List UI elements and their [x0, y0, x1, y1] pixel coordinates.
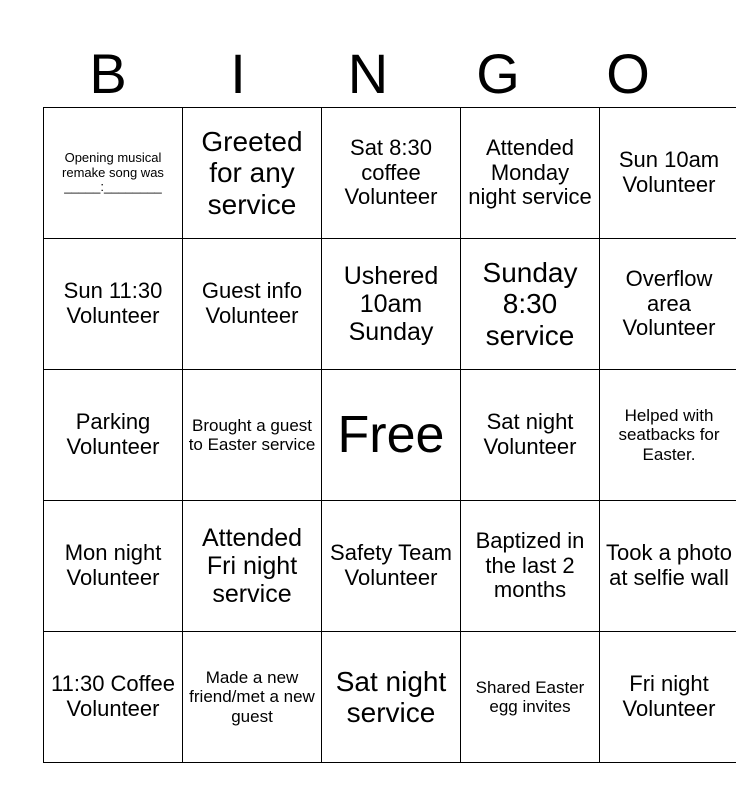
- bingo-cell[interactable]: Sat 8:30 coffee Volunteer: [322, 108, 461, 239]
- bingo-cell[interactable]: Overflow area Volunteer: [600, 239, 736, 370]
- grid-row: [44, 370, 736, 501]
- bingo-cell[interactable]: Made a new friend/met a new guest: [183, 632, 322, 763]
- bingo-cell[interactable]: Sat night service: [322, 632, 461, 763]
- grid-row: [44, 501, 736, 632]
- bingo-cell[interactable]: Shared Easter egg invites: [461, 632, 600, 763]
- bingo-cell[interactable]: Ushered 10am Sunday: [322, 239, 461, 370]
- bingo-cell[interactable]: Baptized in the last 2 months: [461, 501, 600, 632]
- header-letter-i: I: [230, 42, 246, 105]
- grid-row: [44, 108, 736, 239]
- bingo-cell[interactable]: Brought a guest to Easter service: [183, 370, 322, 501]
- bingo-cell[interactable]: Sun 11:30 Volunteer: [44, 239, 183, 370]
- bingo-cell[interactable]: Greeted for any service: [183, 108, 322, 239]
- header-letter-n: N: [347, 42, 389, 105]
- bingo-cell[interactable]: Sun 10am Volunteer: [600, 108, 736, 239]
- header-letter-g: G: [476, 42, 520, 105]
- bingo-cell[interactable]: Helped with seatbacks for Easter.: [600, 370, 736, 501]
- bingo-cell[interactable]: Safety Team Volunteer: [322, 501, 461, 632]
- bingo-grid: [43, 107, 736, 763]
- bingo-cell[interactable]: Took a photo at selfie wall: [600, 501, 736, 632]
- bingo-cell[interactable]: Guest info Volunteer: [183, 239, 322, 370]
- bingo-cell[interactable]: Attended Fri night service: [183, 501, 322, 632]
- bingo-cell[interactable]: Opening musical remake song was _____:________: [44, 108, 183, 239]
- header-letter-o: O: [606, 42, 650, 105]
- bingo-cell[interactable]: 11:30 Coffee Volunteer: [44, 632, 183, 763]
- grid-row: [44, 632, 736, 763]
- free-space-cell[interactable]: Free: [322, 370, 461, 501]
- bingo-cell[interactable]: Attended Monday night service: [461, 108, 600, 239]
- header-letter-b: B: [89, 42, 127, 105]
- bingo-cell[interactable]: Fri night Volunteer: [600, 632, 736, 763]
- bingo-cell[interactable]: Sunday 8:30 service: [461, 239, 600, 370]
- bingo-header: [43, 40, 693, 108]
- grid-row: [44, 239, 736, 370]
- bingo-cell[interactable]: Parking Volunteer: [44, 370, 183, 501]
- bingo-cell[interactable]: Mon night Volunteer: [44, 501, 183, 632]
- bingo-cell[interactable]: Sat night Volunteer: [461, 370, 600, 501]
